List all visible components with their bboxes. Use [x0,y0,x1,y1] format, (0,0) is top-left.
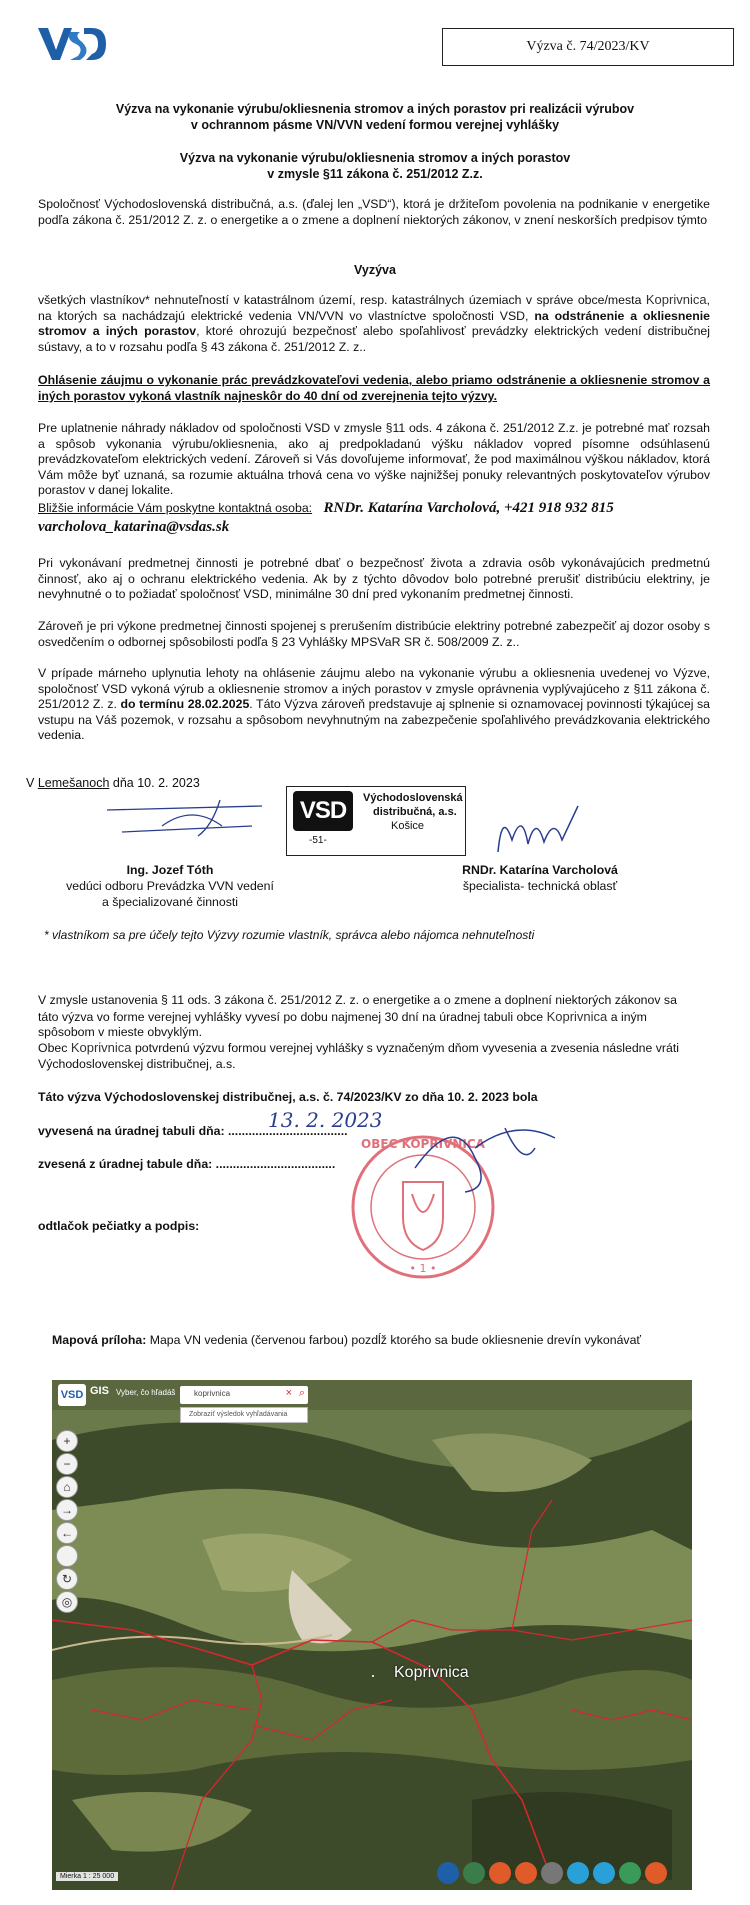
svg-text:OBEC KOPRIVNICA: OBEC KOPRIVNICA [361,1137,485,1151]
contact-line: Bližšie informácie Vám poskytne kontaktná osoba: RNDr. Katarína Varcholová, +421 918 932 815 [38,500,614,516]
locate-icon[interactable]: ◎ [56,1591,78,1613]
title-line-2: v ochrannom pásme VN/VVN vedení formou verejnej vyhlášky [190,118,560,132]
search-suggestion[interactable]: Zobraziť výsledok vyhľadávania [180,1407,308,1423]
removed-date-label: zvesená z úradnej tabule dňa: ................................... [38,1157,336,1171]
draw-icon[interactable] [515,1862,537,1884]
gis-logo[interactable]: VSD [58,1384,86,1406]
contact-name: RNDr. Katarína Varcholová, +421 918 932 815 [323,500,614,516]
intro-paragraph: Spoločnosť Východoslovenská distribučná, a.s. (ďalej len „VSD“), ktorá je držiteľom povolenia na podnikanie v energetike podľa zákona č. 251/2012 Z. z. o energetike a o zmene a doplnení niektorých zákonov, v znení neskorších predpisov týmto [38,197,710,227]
export-icon[interactable] [645,1862,667,1884]
lapse-paragraph: V prípade márneho uplynutia lehoty na ohlásenie záujmu alebo na vykonanie výrubu a okliesnenia uvedenej vo Výzve, spoločnosť VSD vykoná výrub a okliesnenie stromov a iných porastov v zmysle oprávnenia vyplývajúceho z §11 zákona č. 251/2012 Z. z. do termínu 28.02.2025. Táto Výzva zároveň predstavuje aj splnenie si oznamovacej povinnosti týkajúcej sa vstupu na Váš pozemok, v rozsahu a spôsobom nevyhnutným na zabezpečenie spoľahlivého prevádzkovania elektrického vedenia. [38,666,711,743]
rotate-icon[interactable]: ↻ [56,1568,78,1590]
posted-date-handwritten: 13. 2. 2023 [268,1108,383,1132]
back-icon[interactable]: ← [56,1522,78,1544]
gis-header [52,1380,692,1410]
signature-mayor [395,1108,565,1198]
clear-icon[interactable]: × [285,1387,292,1399]
contact-email: varcholova_katarina@vsdas.sk [38,519,230,535]
blank-tool-button[interactable] [56,1545,78,1567]
measure-icon[interactable] [489,1862,511,1884]
title-line-1: Výzva na vykonanie výrubu/okliesnenia stromov a iných porastov pri realizácii výrubov [115,102,635,116]
footnote: * vlastníkom sa pre účely tejto Výzvy rozumie vlastník, správca alebo nájomca nehnuteľnosti [44,928,535,942]
routing-icon[interactable] [593,1862,615,1884]
place-label: Koprivnica [394,1664,469,1681]
map-imagery [52,1380,692,1890]
signature-varcholova [492,800,602,860]
notice-paragraph: Ohlásenie záujmu o vykonanie prác prevádzkovateľovi vedenia, alebo priamo odstránenie a okliesnenie stromov a iných porastov vykoná vlastník najneskôr do 40 dní od zverejnenia tejto výzvy. [38,373,710,403]
signature-toth [102,796,272,840]
gis-search-input[interactable]: koprivnica × ⌕ [180,1386,308,1404]
map-annex-caption: Mapová príloha: Mapa VN vedenia (červenou farbou) pozdĺž ktorého sa bude okliesnenie drevín vykonávať [52,1333,642,1347]
company-stamp [286,786,466,856]
info-icon[interactable] [567,1862,589,1884]
stamp-logo: VSD [293,791,353,831]
stamp-number: -51- [309,835,327,846]
svg-text:• 1 •: • 1 • [409,1262,437,1275]
home-icon[interactable]: ⌂ [56,1476,78,1498]
forward-icon[interactable]: → [56,1499,78,1521]
stamp-company-2: distribučná, a.s. [373,806,457,818]
signatory-left: Ing. Jozef Tóth vedúci odboru Prevádzka VVN vedení a špecializované činnosti [66,863,274,909]
zoom-out-button[interactable]: − [56,1453,78,1475]
owners-paragraph: všetkých vlastníkov* nehnuteľností v katastrálnom území, resp. katastrálnych územiach v správe obce/mesta Koprivnica, na ktorých sa nachádzajú elektrické vedenia VN/VVN vo vlastníctve spoločnosti VSD, na odstránenie a okliesnenie stromov a iných porastov, ktoré ohrozujú bezpečnosť alebo spoľahlivosť prevádzky elektrických vedení distribučnej sústavy, a to v rozsahu podľa § 43 zákona č. 251/2012 Z. z.. [38,292,710,354]
signatory-right: RNDr. Katarína Varcholová špecialista- technická oblasť [462,863,618,893]
safety-paragraph: Pri vykonávaní predmetnej činnosti je potrebné dbať o bezpečnosť života a zdravia osôb vykonávajúcich predmetnú činnosť, ako aj o ochranu elektrického vedenia. Ak by z týchto dôvodov bolo potrebné prerušiť distribúciu elektriny, je nevyhnutné o to požiadať spoločnosť VSD, minimálne 30 dní pred vykonaním predmetnej činnosti. [38,556,710,602]
supervision-paragraph: Zároveň je pri výkone predmetnej činnosti spojenej s prerušením distribúcie elektriny potrebné zabezpečiť aj dozor osoby s osvedčením o odbornej spôsobilosti podľa § 23 Vyhlášky MPSVaR SR č. 508/2009 Z. z.. [38,619,710,649]
gis-subtitle: Vyber, čo hľadáš [116,1388,176,1397]
layers-icon[interactable] [437,1862,459,1884]
municipality-name: Koprivnica [645,292,707,307]
stamp-signature-label: odtlačok pečiatky a podpis: [38,1219,200,1233]
print-icon[interactable] [619,1862,641,1884]
map-scale: Mierka 1 : 25 000 [56,1872,118,1881]
publication-paragraph-2: Obec Koprivnica potvrdenú výzvu formou verejnej vyhlášky s vyznačeným dňom vyvesenia a zvesenia následne vráti Východoslovenskej distribučnej, a.s. [38,1040,680,1071]
list-icon[interactable] [463,1862,485,1884]
share-icon[interactable] [541,1862,563,1884]
publication-paragraph-1: V zmysle ustanovenia § 11 ods. 3 zákona č. 251/2012 Z. z. o energetike a o zmene a doplnení niektorých zákonov sa táto výzva vo forme verejnej vyhlášky vyvesí po dobu najmenej 30 dní na úradnej tabuli obce Koprivnica a iným spôsobom v mieste obvyklým. [38,993,677,1040]
compensation-paragraph: Pre uplatnenie náhrady nákladov od spoločnosti VSD v zmysle §11 ods. 4 zákona č. 251/2012 Z.z. je potrebné mať rozsah a spôsob vykonania výrubu/okliesnenia, ako aj predpokladanú výšku nákladov vopred písomne odsúhlasenú prevádzkovateľom elektrických vedení. Zároveň si Vás dovoľujeme informovať, že pod maximálnou výškou nákladov, ktorá Vám môže byť uznaná, sa rozumie aktuálna trhová cena vo výške najnižšej ponuky relevantných poskytovateľov výrubov porastov v danej lokalite. [38,421,710,498]
title-line-4: v zmysle §11 zákona č. 251/2012 Z.z. [267,167,483,181]
posted-date-label: vyvesená na úradnej tabuli dňa: ................................... [38,1124,348,1138]
reference-number: Výzva č. 74/2023/KV [442,28,734,66]
vsd-logo [36,24,106,64]
place-date: V Lemešanoch dňa 10. 2. 2023 [26,776,200,790]
stamp-city: Košice [391,820,425,832]
gis-title: GIS [90,1385,109,1397]
stamp-company-1: Východoslovenská [363,792,463,804]
search-icon[interactable]: ⌕ [298,1387,305,1399]
publication-confirm: Táto výzva Východoslovenskej distribučnej, a.s. č. 74/2023/KV zo dňa 10. 2. 2023 bola [38,1090,538,1104]
title-line-3: Výzva na vykonanie výrubu/okliesnenia stromov a iných porastov [179,151,571,165]
gis-map[interactable] [52,1380,692,1890]
vyzyva-heading: Vyzýva [354,263,396,277]
zoom-in-button[interactable]: + [56,1430,78,1452]
